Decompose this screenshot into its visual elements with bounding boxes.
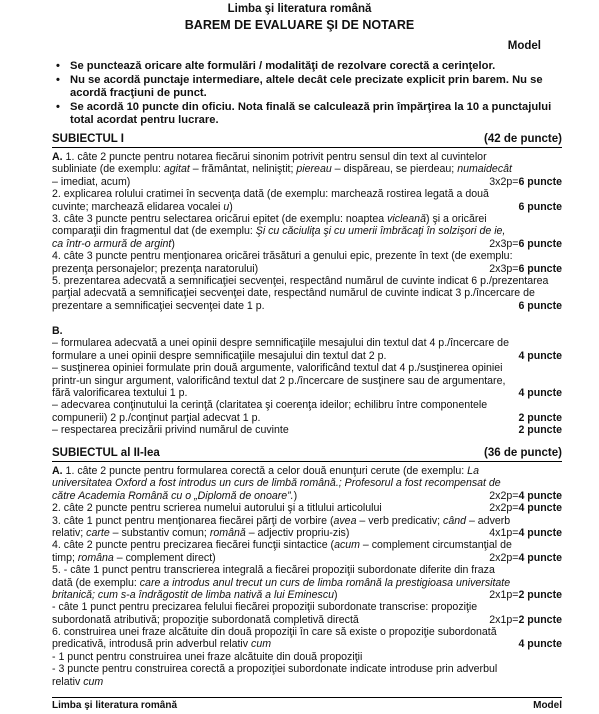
text-line: ca într-o armură de argint) 2x3p=6 puncte <box>52 237 562 250</box>
text-line: prezenţa personajelor; prezenţa naratorului) 2x3p=6 puncte <box>52 262 562 275</box>
text-line: 5. prezentarea adecvată a semnificaţiei secvenţei, respectând numărul de cuvinte indicat 6 p./prezentarea <box>52 274 549 287</box>
section-points: (36 de puncte) <box>484 447 562 459</box>
text-line: 2. câte 2 puncte pentru scrierea numelui autorului şi a titlului articolului 2x2p=4 puncte <box>52 502 562 515</box>
model-label: Model <box>507 40 541 52</box>
item-score: 2x2p=4 puncte <box>489 551 562 564</box>
item-score: 2 puncte <box>518 424 562 437</box>
section-points: (42 de puncte) <box>484 133 562 145</box>
item-score: 3x2p=6 puncte <box>489 175 562 188</box>
text-line: relativ cum <box>52 675 104 688</box>
general-rules <box>52 60 562 128</box>
text-line: B. <box>52 325 63 337</box>
text-line: printr-un singur argument, valorificând textul dat 2 p./încercare de susţinere sau de argumentare, <box>52 374 506 387</box>
item-score: 2x3p=6 puncte <box>489 237 562 250</box>
text-line: dată (de exemplu: care a introdus anul trecut un curs de limba română la prestigioasa universitate <box>52 576 511 589</box>
section-title: SUBIECTUL I <box>52 133 124 145</box>
footer-model: Model <box>533 700 562 711</box>
item-score: 6 puncte <box>518 299 562 312</box>
text-line: compunerii) 2 p./conţinut parţial adecvat 1 p. 2 puncte <box>52 411 562 424</box>
text-line: către Academia Română cu o „Diplomă de onoare”.) 2x2p=4 puncte <box>52 489 562 502</box>
item-score: 4 puncte <box>518 349 562 362</box>
item-score: 4 puncte <box>518 386 562 399</box>
text-line: 6. construirea unei fraze alcătuite din două propoziţii în care să existe o propoziţie subordonată <box>52 626 497 639</box>
text-line: – respectarea precizării privind numărul de cuvinte 2 puncte <box>52 424 562 437</box>
text-line: parţial adecvată a semnificaţiei secvenţei date, respectând numărul de cuvinte indicat 3 p./încercare de <box>52 287 535 300</box>
text-line: fără valorificarea textului 1 p. 4 puncte <box>52 386 562 399</box>
section-header-subject-2 <box>52 447 562 462</box>
text-line: – adecvarea conţinutului la cerinţă (claritatea şi coerenţa ideilor; echilibru între componentele <box>52 399 488 412</box>
footer-subject: Limba şi literatura română <box>52 700 178 711</box>
text-line: 4. câte 2 puncte pentru precizarea fiecărei funcţii sintactice (acum – complement circumstanţial de <box>52 539 512 552</box>
text-line: A. 1. câte 2 puncte pentru notarea fiecărui sinonim potrivit pentru sensul din text al cuvintelor <box>52 151 487 163</box>
text-line: - 1 punct pentru construirea unei fraze alcătuite din două propoziţii <box>52 650 363 663</box>
item-score: 2x2p=4 puncte <box>489 502 562 515</box>
text-line: comparaţii din fragmentul dat (de exemplu: Şi cu căciuliţa şi cu umerii îmbrăcaţi în solzişori de ie, <box>52 225 506 238</box>
exam-subject: Limba şi literatura română <box>227 3 372 15</box>
item-score: 2x3p=6 puncte <box>489 262 562 275</box>
rule-item: • Se punctează oricare alte formulări / modalităţi de rezolvare corectă a cerinţelor. <box>56 60 496 72</box>
text-line: relativ; carte – substantiv comun; română – adjectiv propriu-zis) 4x1p=4 puncte <box>52 526 562 539</box>
text-line: 2. explicarea rolului cratimei în secvenţa dată (de exemplu: marchează rostirea legată a două <box>52 188 489 201</box>
text-line: – formularea adecvată a unei opinii despre semnificaţiile mesajului din textul dat 4 p./încercare de <box>52 337 509 350</box>
text-line: cuvinte; marchează elidarea vocalei u) 6 puncte <box>52 200 562 213</box>
text-line: A. 1. câte 2 puncte pentru formularea corectă a celor două enunţuri cerute (de exemplu: La <box>52 465 479 477</box>
text-line: subliniate (de exemplu: agitat – frământat, neliniştit; piereau – dispăreau, se pierdeau; numaidecât <box>52 163 512 176</box>
item-score: 2x2p=4 puncte <box>489 489 562 502</box>
bullet-icon: • <box>56 74 60 86</box>
text-line: formulare a unei opinii despre semnificaţiile mesajului din textul dat 2 p. 4 puncte <box>52 349 562 362</box>
text-line: predicativă, introdusă prin adverbul relativ cum 4 puncte <box>52 638 562 651</box>
section-header-subject-1 <box>52 133 562 148</box>
subject-1-part-b <box>52 325 562 437</box>
text-line: subordonată atributivă; propoziţie subordonată completivă directă 2x1p=2 puncte <box>52 613 562 626</box>
text-line: – imediat, acum) 3x2p=6 puncte <box>52 175 562 188</box>
item-score: 2x1p=2 puncte <box>489 613 562 626</box>
text-line: timp; româna – complement direct) 2x2p=4 puncte <box>52 551 562 564</box>
bullet-icon: • <box>56 60 60 72</box>
text-line: - 3 puncte pentru construirea corectă a propoziţiei subordonate indicate introduse prin adverbul <box>52 663 498 676</box>
subject-1-part-a <box>52 151 562 312</box>
page-footer <box>52 697 562 711</box>
section-title: SUBIECTUL al II-lea <box>52 447 160 459</box>
bullet-icon: • <box>56 101 60 113</box>
document-title: BAREM DE EVALUARE ŞI DE NOTARE <box>184 18 415 32</box>
item-score: 4 puncte <box>518 638 562 651</box>
item-score: 4x1p=4 puncte <box>489 526 562 539</box>
item-score: 2x1p=2 puncte <box>489 588 562 601</box>
text-line: universitatea Oxford a fost introdus un curs de limbă română.; Profesorul a fost recompensat de <box>52 477 501 490</box>
text-line: 4. câte 3 puncte pentru menţionarea oricărei trăsături a genului epic, prezente în text (de exemplu: <box>52 250 513 263</box>
text-line: britanică; cum s-a îndrăgostit de limba nativă a lui Eminescu) 2x1p=2 puncte <box>52 588 562 601</box>
item-score: 2 puncte <box>518 411 562 424</box>
text-line: prezentare a semnificaţiei secvenţei date 1 p. 6 puncte <box>52 299 562 312</box>
item-score: 6 puncte <box>518 200 562 213</box>
rule-item: • Se acordă 10 puncte din oficiu. Nota finală se calculează prin împărţirea la 10 a punctajului total acordat pentru lucrare. <box>56 101 552 126</box>
subject-2-part-a <box>52 465 562 688</box>
rule-item: • Nu se acordă punctaje intermediare, altele decât cele precizate explicit prin barem. Nu se acordă fracţiuni de punct. <box>56 74 543 99</box>
text-line: - câte 1 punct pentru precizarea felului fiecărei propoziţii subordonate transcrise: propoziţie <box>52 601 478 614</box>
text-line: 5. - câte 1 punct pentru transcrierea integrală a fiecărei propoziţii subordonate diferite din fraza <box>52 564 495 577</box>
text-line: 3. câte 1 punct pentru menţionarea fiecărei părţi de vorbire (avea – verb predicativ; când – adverb <box>52 514 511 527</box>
text-line: 3. câte 3 puncte pentru selectarea oricărui epitet (de exemplu: noaptea vicleană) şi a oricărei <box>52 212 487 225</box>
text-line: – susţinerea opiniei formulate prin două argumente, valorificând textul dat 4 p./susţinerea opiniei <box>52 362 503 375</box>
